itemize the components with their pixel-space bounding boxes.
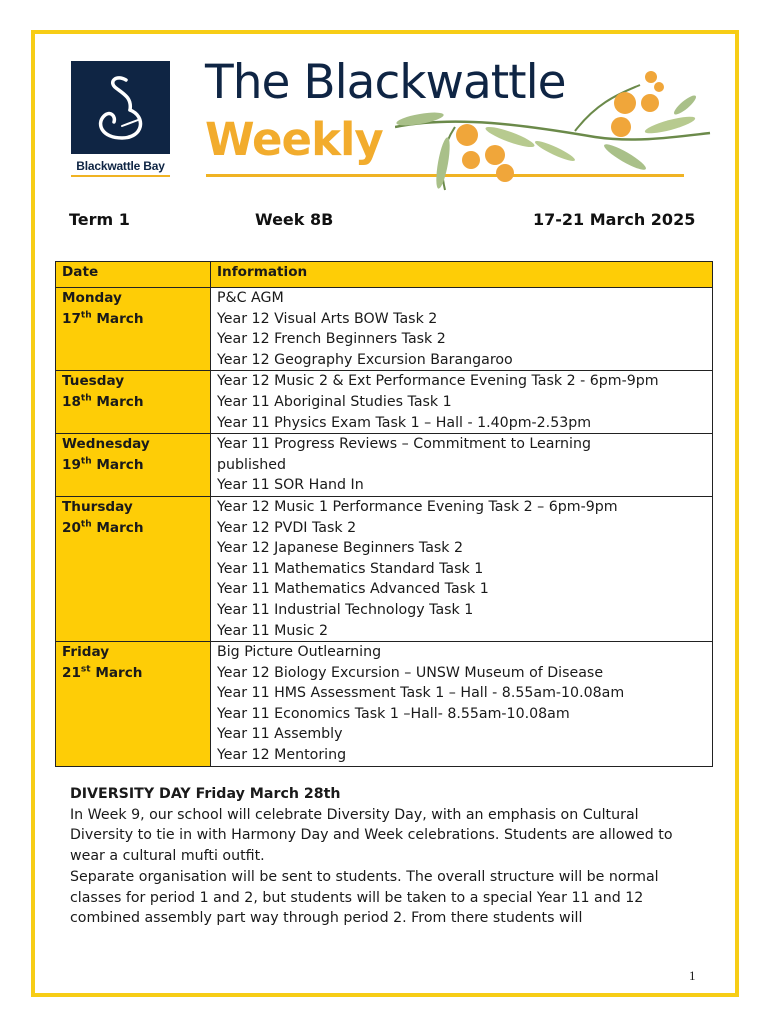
table-row [56, 642, 713, 767]
list-item: Year 11 Music 2 [217, 622, 329, 639]
day-date: 20th March [62, 519, 144, 536]
list-item: Year 11 Progress Reviews – Commitment to Learning published [217, 436, 591, 473]
diversity-heading: DIVERSITY DAY Friday March 28th [70, 786, 341, 802]
list-item: Year 12 Visual Arts BOW Task 2 [217, 310, 438, 327]
list-item: Year 12 PVDI Task 2 [217, 519, 357, 536]
list-item: Year 12 Music 1 Performance Evening Task 2 – 6pm-9pm [217, 498, 618, 515]
masthead-title: The Blackwattle [205, 55, 566, 110]
day-name: Monday [62, 290, 122, 306]
wattle-flowers-icon [395, 65, 715, 195]
list-item: Year 11 Physics Exam Task 1 – Hall - 1.40pm-2.53pm [217, 414, 592, 431]
list-item: Year 11 Mathematics Advanced Task 1 [217, 581, 489, 598]
day-date: 18th March [62, 393, 144, 410]
info-cell [211, 642, 713, 767]
info-cell [211, 371, 713, 434]
school-logo [71, 61, 170, 177]
list-item: Year 12 Japanese Beginners Task 2 [217, 540, 464, 557]
page-number: 1 [689, 968, 696, 983]
day-name: Tuesday [62, 373, 125, 390]
list-item: P&C AGM [217, 290, 284, 306]
day-cell [56, 496, 211, 641]
table-header-row [56, 262, 713, 288]
day-cell [56, 288, 211, 371]
header-information: Information [211, 262, 713, 288]
swan-logo-icon [86, 68, 156, 148]
info-cell [211, 434, 713, 497]
list-item: Year 11 Industrial Technology Task 1 [217, 601, 474, 618]
table-row [56, 434, 713, 497]
list-item: Year 11 HMS Assessment Task 1 – Hall - 8.55am-10.08am [217, 685, 625, 702]
info-cell [211, 288, 713, 371]
day-cell [56, 371, 211, 434]
list-item: Year 11 Assembly [217, 726, 343, 743]
info-cell [211, 496, 713, 641]
list-item: Year 11 SOR Hand In [217, 477, 364, 494]
schedule-table [55, 261, 713, 767]
day-name: Friday [62, 644, 110, 661]
day-date: 19th March [62, 456, 144, 473]
list-item: Year 12 Geography Excursion Barangaroo [217, 351, 513, 368]
day-name: Wednesday [62, 436, 150, 453]
day-cell [56, 642, 211, 767]
day-date: 17th March [62, 310, 144, 327]
masthead-subtitle: Weekly [205, 113, 383, 166]
list-item: Year 11 Mathematics Standard Task 1 [217, 560, 484, 577]
week-label: Week 8B [255, 210, 334, 229]
day-name: Thursday [62, 498, 133, 515]
table-row [56, 496, 713, 641]
list-item: Year 11 Aboriginal Studies Task 1 [217, 393, 452, 410]
diversity-paragraph-2: Separate organisation will be sent to students. The overall structure will be normal classes for period 1 and 2, but students will be taken to a special Year 11 and 12 combined assembly part way through period 2. From there students will [70, 868, 659, 927]
list-item: Year 12 Mentoring [217, 747, 347, 764]
date-range: 17-21 March 2025 [533, 210, 696, 229]
diversity-paragraph-1: In Week 9, our school will celebrate Diversity Day, with an emphasis on Cultural Diversity to tie in with Harmony Day and Week celebrations. Students are allowed to wear a cultural mufti outfit. [70, 806, 673, 865]
list-item: Year 12 Biology Excursion – UNSW Museum of Disease [217, 664, 604, 681]
table-row [56, 288, 713, 371]
term-label: Term 1 [69, 210, 130, 229]
day-cell [56, 434, 211, 497]
diversity-section [70, 784, 700, 929]
logo-underline [71, 175, 170, 177]
logo-emblem [71, 61, 170, 154]
list-item: Big Picture Outlearning [217, 644, 382, 661]
header-date: Date [56, 262, 211, 288]
list-item: Year 12 French Beginners Task 2 [217, 331, 446, 348]
list-item: Year 12 Music 2 & Ext Performance Evening Task 2 - 6pm-9pm [217, 373, 659, 390]
logo-text: Blackwattle Bay [76, 159, 165, 173]
table-row [56, 371, 713, 434]
day-date: 21st March [62, 664, 143, 681]
list-item: Year 11 Economics Task 1 –Hall- 8.55am-10.08am [217, 705, 570, 722]
